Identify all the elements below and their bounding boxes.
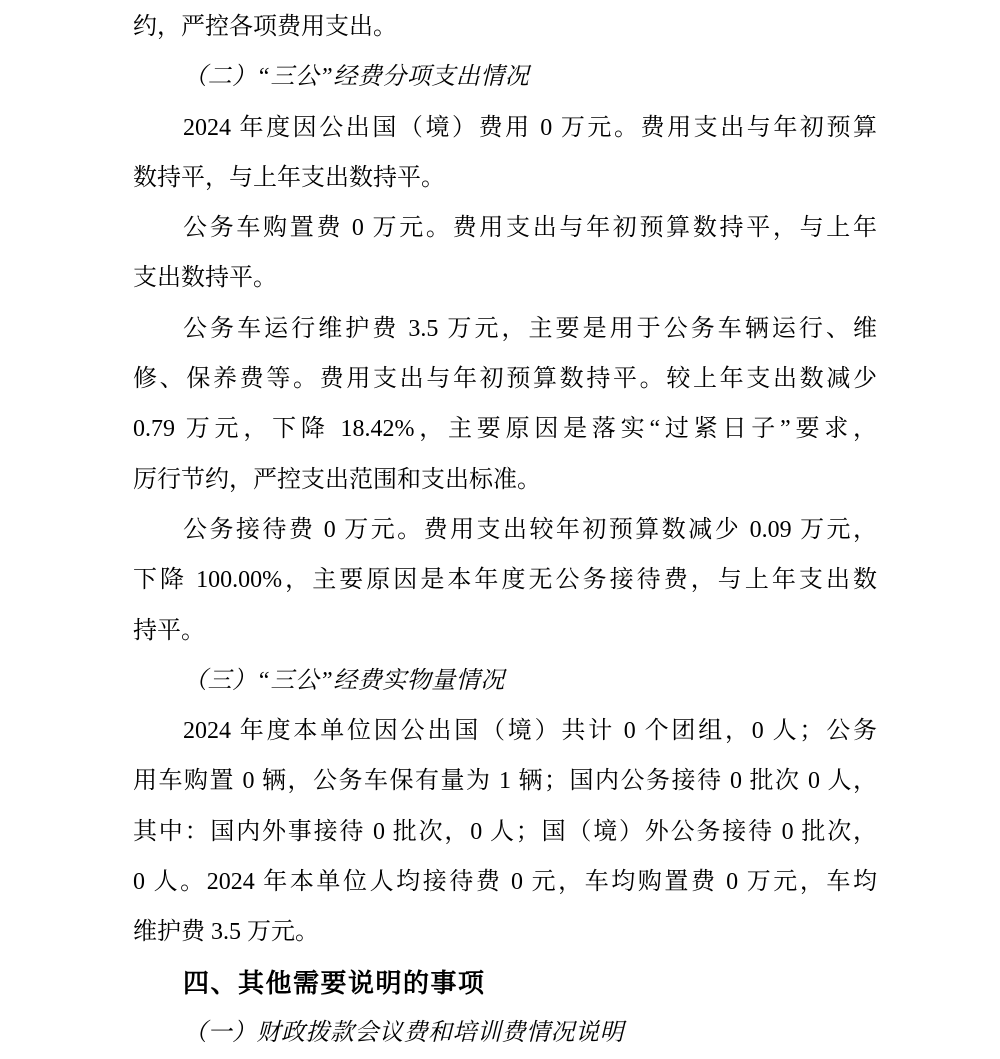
subheading-meeting-training-fees: （一）财政拨款会议费和培训费情况说明 <box>183 1019 624 1046</box>
paragraph-line: 公务接待费 0 万元。费用支出较年初预算数减少 0.09 万元， <box>183 516 877 543</box>
paragraph-line: 用车购置 0 辆，公务车保有量为 1 辆；国内公务接待 0 批次 0 人， <box>133 768 877 795</box>
subheading-three-public-physical: （三）“三公”经费实物量情况 <box>183 667 505 694</box>
paragraph-line: 0 人。2024 年本单位人均接待费 0 元，车均购置费 0 万元，车均 <box>133 869 877 896</box>
paragraph-line: 维护费 3.5 万元。 <box>133 919 319 946</box>
paragraph-line: 公务车运行维护费 3.5 万元，主要是用于公务车辆运行、维 <box>183 315 877 342</box>
subheading-three-public-itemized: （二）“三公”经费分项支出情况 <box>183 64 530 91</box>
paragraph-line: 其中：国内外事接待 0 批次，0 人；国（境）外公务接待 0 批次， <box>133 818 877 845</box>
paragraph-line: 厉行节约，严控支出范围和支出标准。 <box>133 466 541 493</box>
paragraph-line: 0.79 万元，下降 18.42%，主要原因是落实“过紧日子”要求， <box>133 416 877 443</box>
paragraph-line: 持平。 <box>133 617 205 644</box>
paragraph-line: 2024 年度因公出国（境）费用 0 万元。费用支出与年初预算 <box>183 114 877 141</box>
paragraph-line: 修、保养费等。费用支出与年初预算数持平。较上年支出数减少 <box>133 366 877 393</box>
paragraph-line: 2024 年度本单位因公出国（境）共计 0 个团组，0 人；公务 <box>183 718 877 745</box>
paragraph-line: 支出数持平。 <box>133 265 277 292</box>
section-heading-other-matters: 四、其他需要说明的事项 <box>183 967 486 998</box>
paragraph-line: 下降 100.00%，主要原因是本年度无公务接待费，与上年支出数 <box>133 567 877 594</box>
paragraph-line: 公务车购置费 0 万元。费用支出与年初预算数持平，与上年 <box>183 215 877 242</box>
paragraph-line: 数持平，与上年支出数持平。 <box>133 164 445 191</box>
paragraph-line: 约，严控各项费用支出。 <box>133 14 397 40</box>
